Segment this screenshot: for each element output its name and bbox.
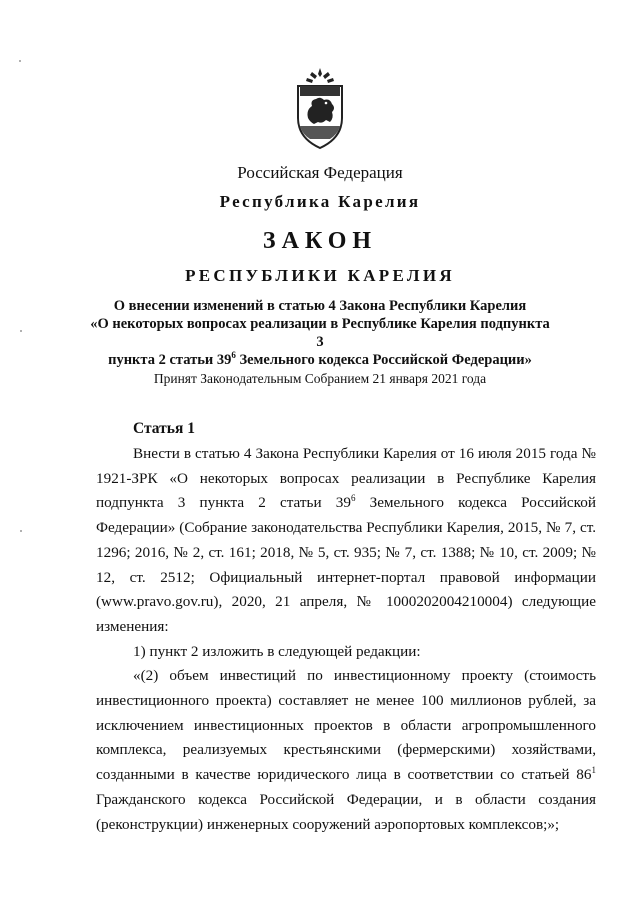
article-paragraph-2: 1) пункт 2 изложить в следующей редакции:	[133, 642, 421, 660]
title-superscript: 6	[231, 350, 236, 361]
article-body	[96, 442, 596, 837]
title-line-3-start: пункта 2 статьи 39	[108, 352, 232, 368]
paragraph-3-text-end: Гражданского кодекса Российской Федерации, и в области создания (реконструкции) инженерных сооружений аэропортовых комплексов;»;	[96, 790, 596, 833]
scan-speck	[19, 60, 21, 62]
paragraph-3-text: «(2) объем инвестиций по инвестиционному проекту (стоимость инвестиционного проекта) составляет не менее 100 миллионов рублей, за исключением инвестиционных проектов в области агропромышленного комплекса, реализуемых крестьянскими (фермерскими) хозяйствами, созданными в качестве юридического лица в соответствии со статьей 86	[96, 667, 596, 784]
title-line-1: О внесении изменений в статью 4 Закона Республики Карелия	[113, 298, 527, 314]
karelia-coat-of-arms-icon	[290, 66, 350, 152]
paragraph-1-text: Внести в статью 4 Закона Республики Карелия от 16 июля 2015 года № 1921-ЗРК «О некоторых вопросах реализации в Республике Карелия подпункта 3 пункта 2 статьи 39	[96, 445, 596, 512]
paragraph-3-superscript: 1	[591, 765, 596, 776]
title-line-3	[90, 351, 550, 369]
law-title	[90, 297, 550, 369]
title-line-2: «О некоторых вопросах реализации в Республике Карелия подпункта 3	[90, 316, 550, 350]
document-type-subtitle: РЕСПУБЛИКИ КАРЕЛИЯ	[185, 266, 455, 285]
federation-name: Российская Федерация	[237, 163, 403, 182]
republic-name: Республика Карелия	[219, 192, 421, 211]
scan-speck	[20, 330, 22, 332]
document-type: ЗАКОН	[262, 228, 378, 254]
title-line-3-end: Земельного кодекса Российской Федерации»	[235, 352, 532, 368]
paragraph-1-text-end: Земельного кодекса Российской Федерации» (Собрание законодательства Республики Карелия, 2015, № 7, ст. 1296; 2016, № 2, ст. 161; 2018, № 5, ст. 935; № 7, ст. 1388; № 10, ст. 2009; № 12, ст. 2512; Официальный интернет-портал правовой информации (www.pravo.gov.ru), 2020, 21 апреля, № 1000202004210004) следующие изменения:	[96, 494, 597, 635]
paragraph-1-superscript: 6	[350, 493, 356, 504]
adoption-date: Принят Законодательным Собранием 21 января 2021 года	[153, 371, 487, 386]
article-paragraph-3	[96, 664, 596, 837]
scan-speck	[20, 530, 22, 532]
article-paragraph-1	[96, 442, 596, 640]
article-heading: Статья 1	[133, 420, 195, 437]
